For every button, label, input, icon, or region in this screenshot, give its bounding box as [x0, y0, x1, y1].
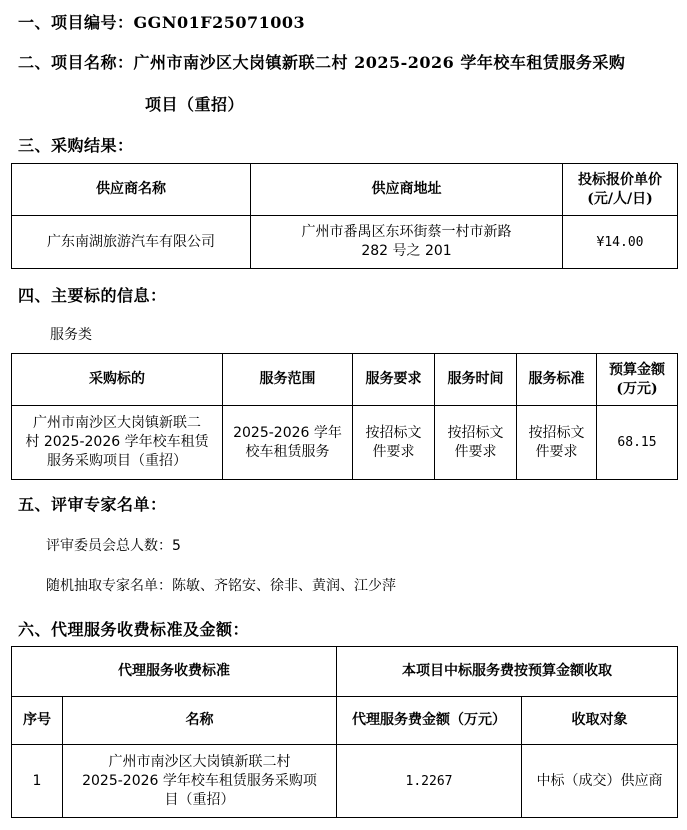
subject-standard-line1: 按招标文 — [528, 424, 585, 441]
project-name-value-1: 广州市南沙区大岗镇新联二村 2025-2026 学年校车租赁服务采购 — [133, 53, 626, 72]
table-header-row — [12, 164, 678, 216]
fee-standard-header: 代理服务收费标准 — [12, 647, 337, 697]
fee-amount: 1.2267 — [337, 745, 522, 818]
col-scope: 服务范围 — [223, 354, 353, 406]
table-header-row — [12, 697, 678, 745]
supplier-address-line2: 282 号之 201 — [361, 243, 452, 259]
project-number-value: GGN01F25071003 — [133, 13, 306, 32]
expert-list-heading: 五、评审专家名单： — [18, 495, 167, 514]
project-number-line — [18, 10, 305, 33]
table-header-row — [12, 647, 678, 697]
fee-item-name-line3: 目（重招） — [164, 791, 235, 808]
fee-serial-no: 1 — [12, 745, 63, 818]
col-supplier-name: 供应商名称 — [12, 164, 251, 216]
procurement-result-heading: 三、采购结果： — [18, 136, 134, 155]
subject-standard-line2: 件要求 — [535, 443, 578, 460]
col-fee-amount: 代理服务费金额（万元） — [337, 697, 522, 745]
unit-price: ¥14.00 — [563, 216, 678, 269]
col-unit-price-line1: 投标报价单价 — [578, 171, 662, 188]
col-fee-name: 名称 — [63, 697, 337, 745]
subject-budget: 68.15 — [597, 406, 678, 480]
col-budget — [597, 354, 678, 406]
col-unit-price — [563, 164, 678, 216]
agency-fee-table — [11, 646, 678, 818]
fee-target: 中标（成交）供应商 — [522, 745, 678, 818]
col-unit-price-line2: (元/人/日) — [587, 190, 653, 207]
col-target: 采购标的 — [12, 354, 223, 406]
supplier-address — [251, 216, 563, 269]
subject-time-line2: 件要求 — [454, 443, 497, 460]
procurement-result-table — [11, 163, 678, 269]
subject-standard — [517, 406, 597, 480]
fee-basis-header: 本项目中标服务费按预算金额收取 — [337, 647, 678, 697]
col-budget-line1: 预算金额 — [609, 361, 665, 378]
fee-item-name-line1: 广州市南沙区大岗镇新联二村 — [108, 753, 291, 770]
expert-names-label: 随机抽取专家名单： — [46, 578, 172, 594]
project-name-label: 二、项目名称： — [18, 53, 134, 72]
subject-requirement — [353, 406, 435, 480]
table-row — [12, 745, 678, 818]
table-row — [12, 216, 678, 269]
supplier-address-line1: 广州市番禺区东环街蔡一村市新路 — [301, 224, 512, 240]
subject-scope-line2: 校车租赁服务 — [245, 443, 330, 460]
col-serial-no: 序号 — [12, 697, 63, 745]
col-supplier-address: 供应商地址 — [251, 164, 563, 216]
expert-names-value: 陈敏、齐铭安、徐非、黄润、江少萍 — [172, 578, 396, 594]
agency-fee-heading: 六、代理服务收费标准及金额： — [18, 620, 250, 639]
subject-target — [12, 406, 223, 480]
committee-total-label: 评审委员会总人数： — [46, 538, 172, 554]
fee-item-name — [63, 745, 337, 818]
fee-item-name-line2: 2025-2026 学年校车租赁服务采购项 — [82, 772, 317, 789]
committee-total-line — [46, 535, 181, 555]
col-time: 服务时间 — [435, 354, 517, 406]
subject-target-line3: 服务采购项目（重招） — [47, 453, 187, 469]
main-subject-table — [11, 353, 678, 480]
col-requirement: 服务要求 — [353, 354, 435, 406]
project-name-value-2: 项目（重招） — [145, 95, 245, 114]
col-budget-line2: (万元) — [616, 380, 658, 397]
subject-scope — [223, 406, 353, 480]
committee-total-value: 5 — [172, 538, 181, 554]
subject-requirement-line1: 按招标文 — [365, 424, 422, 441]
table-row — [12, 406, 678, 480]
expert-names-line — [46, 575, 396, 595]
subject-time-line1: 按招标文 — [447, 424, 504, 441]
main-subject-heading: 四、主要标的信息： — [18, 286, 167, 305]
subject-time — [435, 406, 517, 480]
supplier-name: 广东南湖旅游汽车有限公司 — [12, 216, 251, 269]
subject-target-line1: 广州市南沙区大岗镇新联二 — [33, 415, 201, 431]
col-standard: 服务标准 — [517, 354, 597, 406]
subject-requirement-line2: 件要求 — [372, 443, 415, 460]
project-number-label: 一、项目编号： — [18, 13, 134, 32]
project-name-line — [18, 50, 625, 73]
subject-scope-line1: 2025-2026 学年 — [233, 424, 342, 441]
col-fee-target: 收取对象 — [522, 697, 678, 745]
table-header-row — [12, 354, 678, 406]
subject-category: 服务类 — [50, 327, 92, 343]
subject-target-line2: 村 2025-2026 学年校车租赁 — [25, 434, 209, 450]
